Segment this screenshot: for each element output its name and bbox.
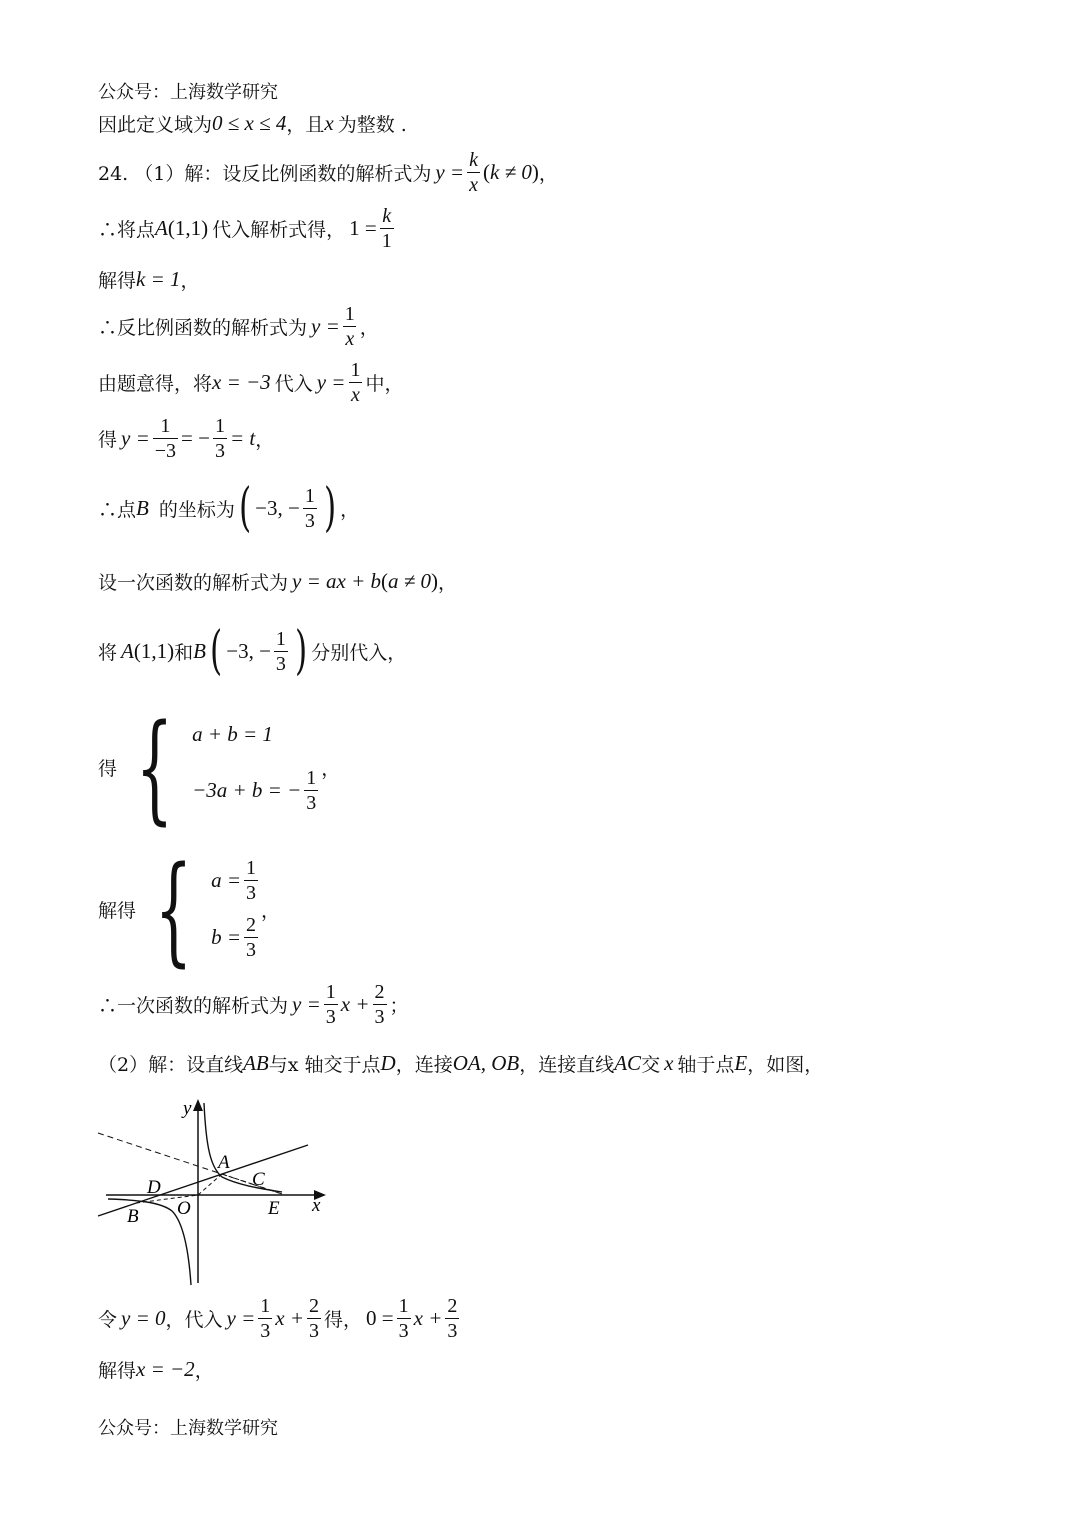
math-d: D bbox=[380, 1051, 396, 1075]
line-linear-result bbox=[98, 982, 409, 1027]
denominator: 3 bbox=[398, 1320, 409, 1342]
text: 由题意得，将 bbox=[98, 373, 213, 395]
text: 轴于点 bbox=[677, 1054, 735, 1076]
line-system bbox=[98, 698, 341, 836]
text: 得 bbox=[98, 757, 118, 780]
segment-oa bbox=[198, 1174, 222, 1195]
math-y: y = bbox=[435, 160, 465, 184]
solution-system bbox=[211, 852, 261, 966]
text: 和 bbox=[174, 641, 194, 664]
coords: 1,1 bbox=[140, 638, 168, 663]
text: 得 bbox=[98, 429, 118, 451]
text: 得， bbox=[324, 1309, 363, 1331]
fraction-1-over-neg3 bbox=[153, 416, 178, 461]
math-coord: −3, − bbox=[226, 638, 271, 663]
text: ∴一次函数的解析式为 bbox=[98, 995, 289, 1017]
numerator: 1 bbox=[214, 415, 225, 437]
label-c: C bbox=[252, 1169, 265, 1190]
text: 中， bbox=[365, 373, 404, 395]
math-zero: 0 = bbox=[366, 1306, 394, 1330]
label-a: A bbox=[218, 1152, 230, 1173]
math-x: x + bbox=[413, 1306, 443, 1330]
big-paren-close: ) bbox=[294, 621, 308, 681]
fraction-k-over-1 bbox=[380, 206, 394, 251]
text: ， bbox=[438, 572, 458, 594]
fraction-1-over-3 bbox=[397, 1296, 411, 1341]
text: ，如图， bbox=[747, 1054, 824, 1076]
fraction-1-over-3 bbox=[274, 629, 288, 674]
denominator: 3 bbox=[309, 1320, 320, 1342]
fraction-2-over-3 bbox=[244, 915, 258, 960]
big-paren-close: ) bbox=[323, 478, 337, 538]
text: ∴反比例函数的解析式为 bbox=[98, 317, 308, 339]
coordinate-figure bbox=[92, 1095, 342, 1290]
numerator: 1 bbox=[350, 359, 361, 381]
point-label: A bbox=[155, 216, 168, 240]
denominator: 3 bbox=[325, 1006, 336, 1028]
text: 解得 bbox=[98, 1360, 137, 1382]
line-solution bbox=[98, 840, 281, 978]
text: 设一次函数的解析式为 bbox=[98, 572, 289, 594]
fraction-1-over-3 bbox=[213, 416, 227, 461]
fraction-1-over-3 bbox=[258, 1296, 272, 1341]
fraction-2-over-3 bbox=[373, 982, 387, 1027]
text: ，代入 bbox=[165, 1309, 223, 1331]
line-substitute-x bbox=[98, 360, 403, 405]
math-coord: −3, − bbox=[255, 495, 300, 520]
equation-2-lhs: −3a + b = − bbox=[192, 777, 302, 802]
math-eq: = − bbox=[181, 426, 210, 450]
math-ac: AC bbox=[614, 1051, 642, 1075]
numerator: 1 bbox=[398, 1295, 409, 1317]
label-b: B bbox=[127, 1206, 139, 1227]
numerator: k bbox=[469, 149, 478, 171]
text: 代入解析式得， bbox=[212, 219, 346, 241]
math-y: y = bbox=[292, 992, 321, 1016]
line-substitute-ab: 将 A ( 1,1 ) 和 B ( −3, − $\frac{1}{3}$ ) 分别代入， bbox=[98, 621, 407, 681]
denominator: 3 bbox=[374, 1006, 385, 1028]
text: ， bbox=[340, 498, 360, 521]
numerator: 1 bbox=[344, 303, 355, 325]
denominator: 1 bbox=[381, 230, 392, 252]
text: 解得 bbox=[98, 270, 137, 292]
numerator: 1 bbox=[246, 857, 257, 879]
text: ， bbox=[538, 163, 558, 185]
text: ， bbox=[321, 757, 341, 780]
hyperbola-branch-1 bbox=[204, 1103, 282, 1192]
text: ∴将点 bbox=[98, 219, 156, 241]
numerator: 2 bbox=[246, 914, 257, 936]
equation-2 bbox=[192, 768, 321, 813]
text: 分别代入， bbox=[311, 641, 407, 664]
denominator: 3 bbox=[260, 1320, 271, 1342]
big-paren-open: ( bbox=[209, 621, 223, 681]
math-x: x + bbox=[340, 992, 370, 1016]
fraction-1-over-3 bbox=[304, 768, 318, 813]
fraction-2-over-3 bbox=[445, 1296, 459, 1341]
math-t: = t bbox=[229, 426, 256, 450]
fraction-1-over-x bbox=[348, 360, 362, 405]
solution-a bbox=[211, 858, 261, 903]
big-paren-open: ( bbox=[238, 478, 252, 538]
numerator: 1 bbox=[160, 415, 171, 437]
numerator: 2 bbox=[374, 981, 385, 1003]
text: （2）解：设直线 bbox=[98, 1054, 244, 1076]
line-linear-setup: 设一次函数的解析式为 y = ax + b ( a ≠ 0 ) ， bbox=[98, 569, 458, 594]
numerator: 1 bbox=[304, 484, 315, 507]
line-compute-t bbox=[98, 416, 274, 461]
text: ， bbox=[261, 899, 281, 922]
line-q24-setup bbox=[98, 150, 558, 195]
denominator: 3 bbox=[306, 791, 317, 814]
denominator: x bbox=[345, 328, 355, 350]
math-var: x bbox=[324, 111, 334, 135]
math-e: E bbox=[734, 1051, 748, 1075]
paren-close: ) bbox=[531, 160, 539, 184]
math-y: y = bbox=[121, 426, 150, 450]
numerator: 1 bbox=[260, 1295, 271, 1317]
equation-1: a + b = 1 bbox=[192, 721, 273, 746]
text: 因此定义域为 bbox=[98, 114, 213, 136]
fraction-1-over-3 bbox=[244, 858, 258, 903]
numerator: 1 bbox=[325, 981, 336, 1003]
denominator: 3 bbox=[447, 1320, 458, 1342]
text: 令 bbox=[98, 1309, 118, 1331]
point-label: B bbox=[193, 638, 206, 663]
math-x: x = −3 bbox=[212, 370, 271, 394]
text: ，连接 bbox=[395, 1054, 453, 1076]
denominator: 3 bbox=[246, 939, 257, 961]
text: 的坐标为 bbox=[158, 498, 235, 521]
text: ，且 bbox=[286, 114, 325, 136]
numerator: 1 bbox=[306, 766, 317, 789]
line-part2 bbox=[98, 1050, 823, 1077]
math-y: y = bbox=[311, 314, 340, 338]
fraction-1-over-3 bbox=[324, 982, 338, 1027]
math-oa-ob: OA, OB bbox=[452, 1051, 520, 1075]
line-solve-x bbox=[98, 1356, 214, 1383]
math-a: a = bbox=[211, 868, 242, 892]
denominator: 3 bbox=[214, 440, 225, 462]
solution-b bbox=[211, 915, 261, 960]
y-axis-arrow bbox=[193, 1099, 203, 1111]
text: ∴点 bbox=[98, 498, 137, 521]
denominator: −3 bbox=[154, 440, 177, 462]
left-brace: { bbox=[154, 840, 193, 978]
math-ab: AB bbox=[243, 1051, 269, 1075]
numerator: 2 bbox=[309, 1295, 320, 1317]
label-o: O bbox=[177, 1198, 191, 1219]
fraction-1-over-3 bbox=[303, 486, 317, 531]
line-substitute-a: ∴将点 A ( 1,1 ) 代入解析式得， 1 = $\frac{k}{1}$ bbox=[98, 205, 392, 252]
footer-watermark: 公众号：上海数学研究 bbox=[98, 1418, 278, 1439]
fraction-k-over-x bbox=[467, 150, 480, 195]
denominator: 3 bbox=[275, 652, 286, 675]
line-solve-k bbox=[98, 266, 200, 293]
text: ， bbox=[255, 429, 275, 451]
numerator: k bbox=[382, 205, 392, 227]
denominator: 3 bbox=[304, 509, 315, 532]
math-x: x = −2 bbox=[136, 1357, 195, 1381]
paren-open: ( bbox=[483, 160, 490, 184]
math-inequality: 0 ≤ x ≤ 4 bbox=[212, 111, 287, 135]
text: 为整数 . bbox=[337, 114, 407, 136]
label-y: y bbox=[183, 1098, 192, 1119]
text: 解得 bbox=[98, 899, 137, 922]
left-brace: { bbox=[135, 698, 174, 836]
line-point-b bbox=[98, 478, 360, 538]
label-e: E bbox=[268, 1198, 280, 1219]
numerator: 2 bbox=[447, 1295, 458, 1317]
math-b: b = bbox=[211, 925, 242, 949]
numerator: 1 bbox=[275, 627, 286, 650]
fraction-1-over-x bbox=[343, 304, 357, 349]
math-x: x + bbox=[275, 1306, 305, 1330]
text: ， bbox=[194, 1360, 214, 1382]
denominator: 3 bbox=[246, 882, 257, 904]
math-y: y = bbox=[226, 1306, 256, 1330]
math-linear: y = ax + b bbox=[292, 569, 381, 593]
math-k: k = 1 bbox=[136, 267, 181, 291]
label-d: D bbox=[147, 1177, 161, 1198]
math-eq: 1 = bbox=[349, 216, 377, 240]
fraction-2-over-3 bbox=[307, 1296, 321, 1341]
math-y: y = bbox=[316, 370, 346, 394]
line-solve-d bbox=[98, 1296, 462, 1341]
text: 24. （1）解：设反比例函数的解析式为 bbox=[98, 163, 432, 185]
equation-system bbox=[192, 711, 321, 823]
denominator: x bbox=[469, 174, 478, 196]
header-watermark: 公众号：上海数学研究 bbox=[98, 82, 278, 103]
coords: 1,1 bbox=[174, 216, 202, 240]
text: ， bbox=[180, 270, 200, 292]
text: 与x 轴交于点 bbox=[268, 1054, 381, 1076]
math-y0: y = 0 bbox=[121, 1306, 166, 1330]
point-label: B bbox=[136, 495, 149, 520]
point-label: A bbox=[121, 638, 134, 663]
denominator: x bbox=[351, 384, 360, 406]
label-x: x bbox=[312, 1195, 321, 1216]
text: 将 bbox=[98, 641, 118, 664]
math-condition: a ≠ 0 bbox=[388, 569, 432, 593]
line-inverse-func bbox=[98, 304, 379, 349]
line-domain bbox=[98, 110, 407, 137]
math-x: x bbox=[664, 1051, 674, 1075]
text: ； bbox=[389, 995, 409, 1017]
text: 交 bbox=[641, 1054, 661, 1076]
math-condition: k ≠ 0 bbox=[490, 160, 532, 184]
text: ，连接直线 bbox=[519, 1054, 615, 1076]
text: 代入 bbox=[274, 373, 313, 395]
text: ， bbox=[359, 317, 379, 339]
